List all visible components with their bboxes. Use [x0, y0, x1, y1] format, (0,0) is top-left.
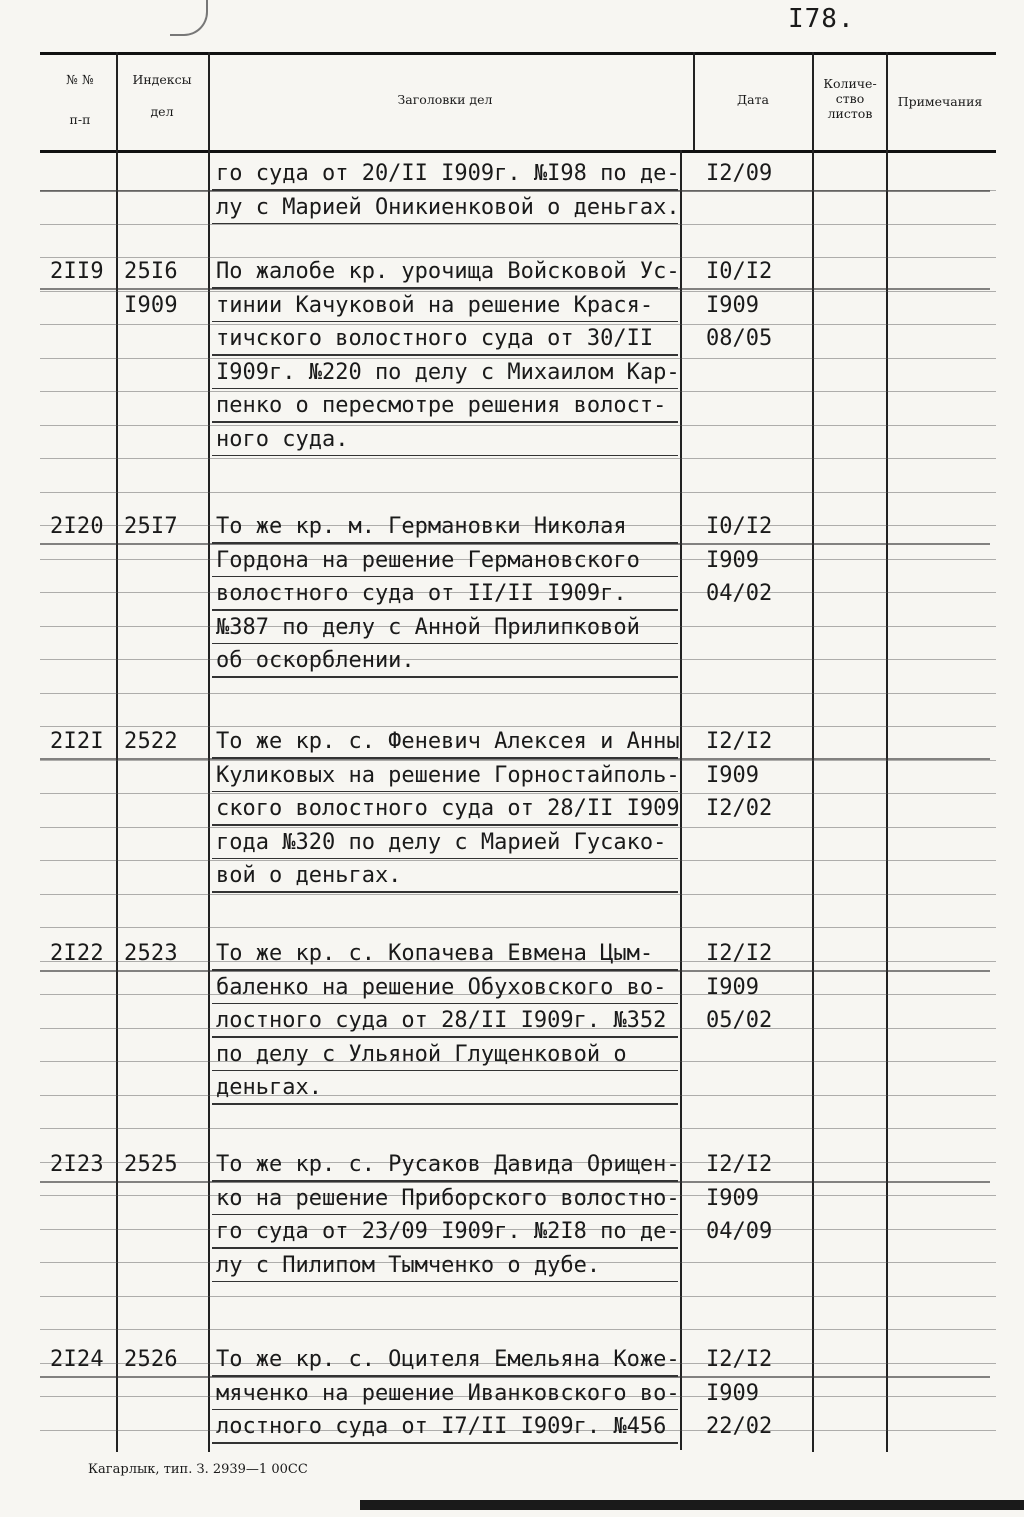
case-date: 08/05	[706, 326, 773, 351]
case-index: 25I6	[124, 259, 178, 284]
underline	[212, 1442, 678, 1444]
case-index: I909	[124, 292, 178, 318]
table-header-rule	[40, 150, 996, 153]
entry-number: 2I20	[50, 514, 104, 539]
case-index: 2526	[124, 1347, 178, 1372]
row-separator	[40, 288, 990, 290]
case-title-line: лостного суда от 28/II I909г. №352	[216, 1008, 667, 1033]
ledger-rule	[40, 927, 996, 928]
case-date: I2/I2	[706, 729, 773, 754]
case-title-line: То же кр. с. Русаков Давида Орищен-	[216, 1152, 680, 1177]
entry-number: 2I22	[50, 941, 104, 966]
case-date: I2/09	[706, 161, 773, 186]
case-title-line: баленко на решение Обуховского во-	[216, 974, 667, 1000]
case-date: I909	[706, 1380, 759, 1406]
header-col-date: Дата	[737, 92, 769, 107]
case-title-line: То же кр. с. Оцителя Емельяна Коже-	[216, 1347, 680, 1372]
header-col-num-sub: п-п	[69, 112, 91, 127]
case-date: 04/02	[706, 581, 773, 606]
case-date: I909	[706, 547, 759, 573]
corner-mark	[170, 0, 208, 36]
case-title-line: ного суда.	[216, 426, 349, 452]
case-title-line: по делу с Ульяной Глущенковой о	[216, 1041, 627, 1067]
underline	[212, 1281, 678, 1283]
case-date: I2/I2	[706, 941, 773, 966]
case-title-line: деньгах.	[216, 1075, 322, 1100]
ledger-rule	[40, 693, 996, 694]
bottom-edge-bar	[360, 1500, 1024, 1510]
case-title-line: №387 по делу с Анной Прилипковой	[216, 614, 640, 640]
case-title-line: пенко о пересмотре решения волост-	[216, 393, 667, 418]
ledger-rule	[40, 894, 996, 895]
ledger-rule	[40, 425, 996, 426]
case-date: 22/02	[706, 1414, 773, 1439]
entry-number: 2I23	[50, 1152, 104, 1177]
case-title-line: лу с Пилипом Тымченко о дубе.	[216, 1252, 601, 1278]
row-separator	[40, 543, 990, 545]
row-separator	[40, 970, 990, 972]
case-date: I909	[706, 974, 759, 1000]
case-index: 2522	[124, 729, 178, 754]
column-rule	[812, 52, 814, 1452]
ledger-rule	[40, 1095, 996, 1096]
case-title-line: I909г. №220 по делу с Михаилом Кар-	[216, 359, 680, 385]
column-rule	[693, 52, 695, 150]
case-date: I2/I2	[706, 1152, 773, 1177]
case-date: 04/09	[706, 1219, 773, 1244]
column-rule	[208, 52, 210, 1452]
case-title-line: тичского волостного суда от 30/II	[216, 326, 654, 351]
case-title-line: об оскорблении.	[216, 648, 415, 673]
header-col-notes: Примечания	[897, 94, 983, 109]
row-separator	[40, 758, 990, 760]
underline	[212, 891, 678, 893]
underline	[212, 223, 678, 225]
table-top-rule	[40, 52, 996, 55]
underline	[212, 455, 678, 457]
header-col-index-sub: дел	[150, 104, 174, 119]
case-title-line: го суда от 23/09 I909г. №2I8 по де-	[216, 1219, 680, 1244]
case-title-line: То же кр. м. Германовки Николая	[216, 514, 627, 539]
column-rule	[886, 52, 888, 1452]
case-date: I0/I2	[706, 514, 773, 539]
case-title-line: ского волостного суда от 28/II I909	[216, 796, 680, 821]
underline	[212, 676, 678, 678]
header-col-title: Заголовки дел	[397, 92, 493, 107]
case-title-line: вой о деньгах.	[216, 863, 402, 888]
column-rule	[680, 150, 682, 1450]
case-title-line: волостного суда от II/II I909г.	[216, 581, 627, 606]
case-date: 05/02	[706, 1008, 773, 1033]
column-rule	[116, 52, 118, 1452]
ledger-rule	[40, 458, 996, 459]
case-title-line: То же кр. с. Копачева Евмена Цым-	[216, 941, 654, 966]
case-date: I909	[706, 1185, 759, 1211]
case-date: I2/I2	[706, 1347, 773, 1372]
case-title-line: Гордона на решение Германовского	[216, 547, 640, 573]
case-date: I909	[706, 762, 759, 788]
case-date: I909	[706, 292, 759, 318]
case-title-line: То же кр. с. Феневич Алексея и Анны	[216, 729, 680, 754]
entry-number: 2I2I	[50, 729, 104, 754]
case-index: 2523	[124, 941, 178, 966]
printer-imprint: Кагарлык, тип. З. 2939—1 00СС	[88, 1462, 308, 1477]
case-index: 2525	[124, 1152, 178, 1177]
case-title-line: лостного суда от I7/II I909г. №456	[216, 1414, 667, 1439]
ledger-rule	[40, 492, 996, 493]
row-separator	[40, 190, 990, 192]
entry-number: 2I24	[50, 1347, 104, 1372]
case-date: I0/I2	[706, 259, 773, 284]
header-col-index: Индексы	[132, 72, 192, 87]
row-separator	[40, 1181, 990, 1183]
case-date: I2/02	[706, 796, 773, 821]
case-index: 25I7	[124, 514, 178, 539]
underline	[212, 1103, 678, 1105]
ledger-rule	[40, 1296, 996, 1297]
header-col-sheets: Количе- ство листов	[823, 76, 877, 121]
ledger-rule	[40, 1128, 996, 1129]
case-title-line: лу с Марией Оникиенковой о деньгах.	[216, 194, 680, 220]
entry-number: 2II9	[50, 259, 104, 284]
row-separator	[40, 1376, 990, 1378]
ledger-rule	[40, 1329, 996, 1330]
case-title-line: тинии Качуковой на решение Крася-	[216, 292, 654, 318]
ledger-rule	[40, 860, 996, 861]
header-col-num: № №	[66, 72, 94, 87]
case-title-line: года №320 по делу с Марией Гусако-	[216, 829, 667, 855]
case-title-line: ко на решение Приборского волостно-	[216, 1185, 680, 1211]
case-title-line: мяченко на решение Иванковского во-	[216, 1380, 680, 1406]
ledger-rule	[40, 659, 996, 660]
case-title-line: го суда от 20/II I909г. №I98 по де-	[216, 161, 680, 186]
case-title-line: По жалобе кр. урочища Войсковой Ус-	[216, 259, 680, 284]
page-number: I78.	[788, 4, 855, 34]
case-title-line: Куликовых на решение Горностайполь-	[216, 762, 680, 788]
